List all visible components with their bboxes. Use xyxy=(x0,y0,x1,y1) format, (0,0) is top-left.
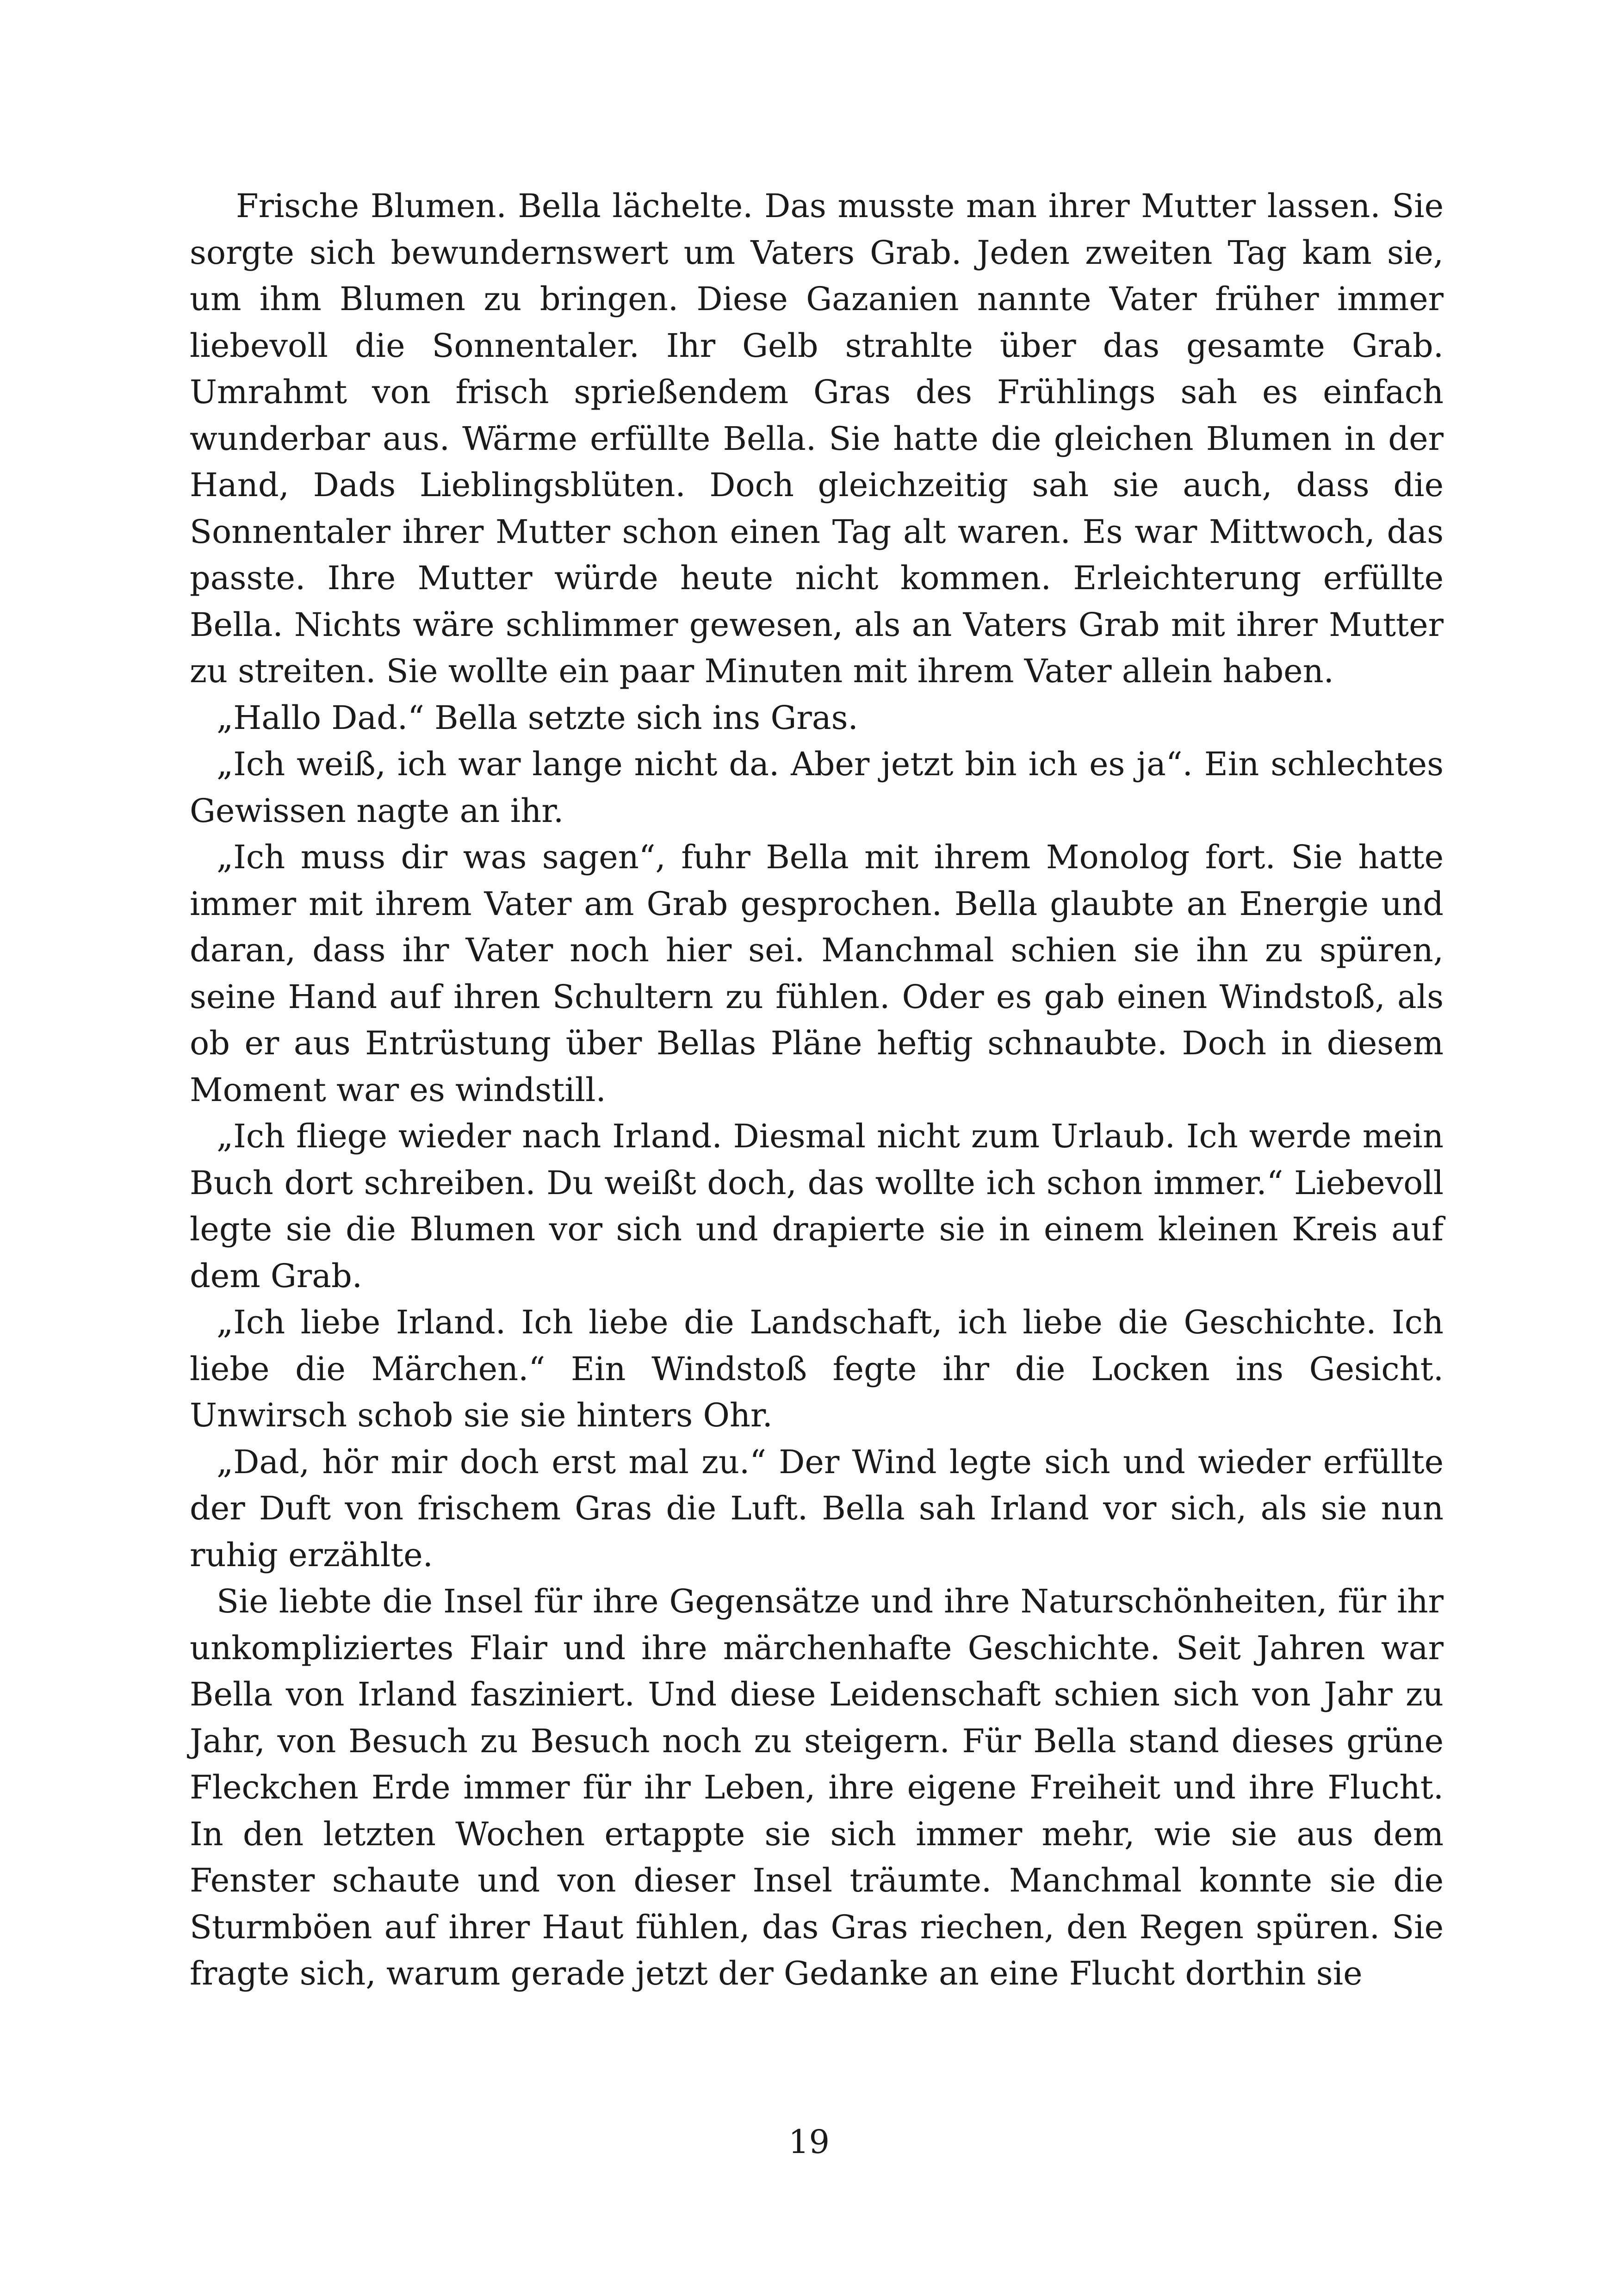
paragraph: „Ich fliege wieder nach Irland. Diesmal nicht zum Urlaub. Ich werde mein Buch dort schreiben. Du weißt doch, das wollte ich schon immer.“ Liebevoll legte sie die Blumen vor sich und drapierte sie in einem kleinen Kreis auf dem Grab. xyxy=(190,1117,1444,1295)
paragraph: „Hallo Dad.“ Bella setzte sich ins Gras. xyxy=(217,698,858,737)
paragraph: „Dad, hör mir doch erst mal zu.“ Der Wind legte sich und wieder erfüllte der Duft von frischem Gras die Luft. Bella sah Irland vor sich, als sie nun ruhig erzählte. xyxy=(190,1443,1444,1574)
paragraph: „Ich muss dir was sagen“, fuhr Bella mit ihrem Monolog fort. Sie hatte immer mit ihrem Vater am Grab gesprochen. Bella glaubte an Energie und daran, dass ihr Vater noch hier sei. Manchmal schien sie ihn zu spüren, seine Hand auf ihren Schultern zu fühlen. Oder es gab einen Windstoß, als ob er aus Entrüstung über Bellas Pläne heftig schnaubte. Doch in diesem Moment war es windstill. xyxy=(190,838,1444,1109)
body-text xyxy=(190,183,1444,1997)
paragraph: Sie liebte die Insel für ihre Gegensätze und ihre Naturschönheiten, für ihr unkompliziertes Flair und ihre märchenhafte Geschichte. Seit Jahren war Bella von Irland fasziniert. Und diese Leidenschaft schien sich von Jahr zu Jahr, von Besuch zu Besuch noch zu steigern. Für Bella stand dieses grüne Fleckchen Erde immer für ihr Leben, ihre eigene Freiheit und ihre Flucht. In den letzten Wochen ertappte sie sich immer mehr, wie sie aus dem Fenster schaute und von dieser Insel träumte. Manchmal konnte sie die Sturmböen auf ihrer Haut fühlen, das Gras riechen, den Regen spüren. Sie fragte sich, warum gerade jetzt der Gedanke an eine Flucht dorthin sie xyxy=(190,1582,1444,1992)
paragraph: „Ich liebe Irland. Ich liebe die Landschaft, ich liebe die Geschichte. Ich liebe die Märchen.“ Ein Windstoß fegte ihr die Locken ins Gesicht. Unwirsch schob sie sie hinters Ohr. xyxy=(190,1303,1444,1434)
page-number: 19 xyxy=(788,2123,830,2161)
paragraph: Frische Blumen. Bella lächelte. Das musste man ihrer Mutter lassen. Sie sorgte sich bewundernswert um Vaters Grab. Jeden zweiten Tag kam sie, um ihm Blumen zu bringen. Diese Gazanien nannte Vater früher immer liebevoll die Sonnentaler. Ihr Gelb strahlte über das gesamte Grab. Umrahmt von frisch sprießendem Gras des Frühlings sah es einfach wunderbar aus. Wärme erfüllte Bella. Sie hatte die gleichen Blumen in der Hand, Dads Lieblingsblüten. Doch gleichzeitig sah sie auch, dass die Sonnentaler ihrer Mutter schon einen Tag alt waren. Es war Mittwoch, das passte. Ihre Mutter würde heute nicht kommen. Erleichterung erfüllte Bella. Nichts wäre schlimmer gewesen, als an Vaters Grab mit ihrer Mutter zu streiten. Sie wollte ein paar Minuten mit ihrem Vater allein haben. xyxy=(190,187,1444,690)
paragraph: „Ich weiß, ich war lange nicht da. Aber jetzt bin ich es ja“. Ein schlechtes Gewissen nagte an ihr. xyxy=(190,745,1444,830)
